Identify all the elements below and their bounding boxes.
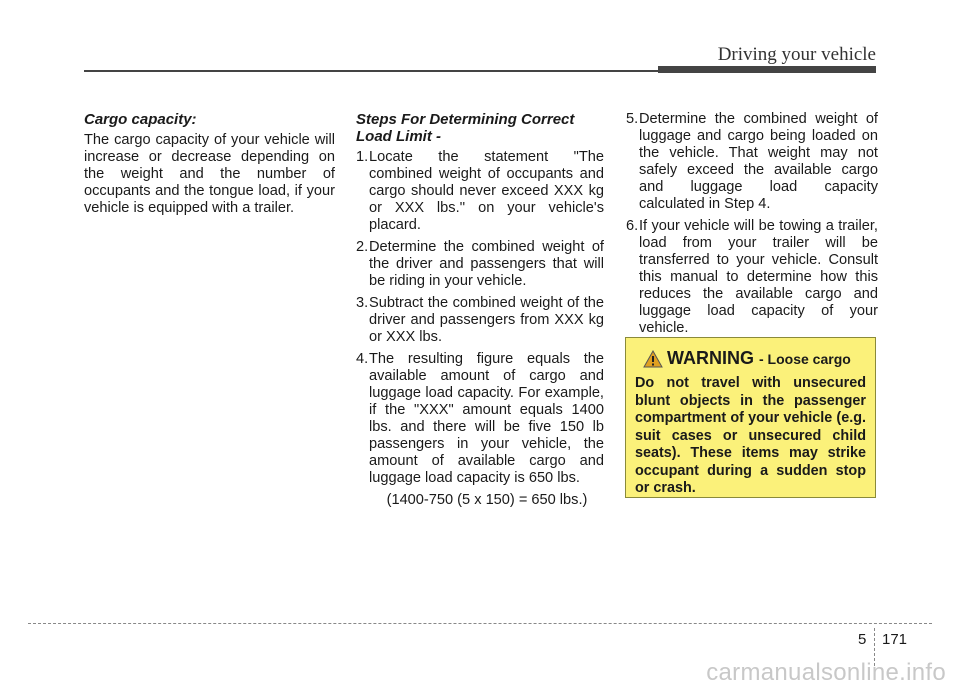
step-number: 5. — [626, 111, 639, 127]
warning-title: WARNING — [667, 348, 754, 368]
column-load-limit-steps — [356, 111, 604, 509]
example-formula: (1400-750 (5 x 150) = 650 lbs.) — [386, 492, 588, 508]
step-text: Locate the statement "The combined weight of occupants and cargo should never exceed XXX kg or XXX lbs.'' on your vehicle's placard. — [369, 149, 604, 233]
step-text: Subtract the combined weight of the driver and passengers from XXX kg or XXX lbs. — [369, 295, 604, 345]
warning-header — [635, 348, 866, 369]
cargo-capacity-heading: Cargo capacity: — [84, 111, 197, 128]
step-item — [626, 218, 878, 337]
steps-list — [626, 111, 878, 337]
warning-triangle-icon — [643, 350, 663, 368]
step-item — [356, 351, 604, 487]
step-item — [356, 295, 604, 346]
footer-divider — [28, 623, 932, 624]
step-number: 6. — [626, 218, 639, 234]
step-item — [626, 111, 878, 213]
step-text: Determine the combined weight of the driver and passengers that will be riding in your vehicle. — [369, 239, 604, 289]
section-number: 5 — [858, 631, 867, 648]
cargo-capacity-body: The cargo capacity of your vehicle will increase or decrease depending on the weight and the number of occupants and the tongue load, if your vehicle is equipped with a trailer. — [84, 132, 335, 216]
step-item — [356, 149, 604, 234]
warning-subtitle: - Loose cargo — [759, 350, 851, 367]
warning-body: Do not travel with unsecured blunt objects in the passenger compartment of your vehicle (e.g. suit cases or unsecured child seats). These items may strike occupant during a sudden stop or crash. — [635, 375, 866, 496]
column-cargo-capacity — [84, 111, 335, 217]
step-item — [356, 239, 604, 290]
section-title: Driving your vehicle — [717, 44, 876, 65]
step-text: The resulting figure equals the available amount of cargo and luggage load capacity. For example, if the "XXX" amount equals 1400 lbs. and there will be five 150 lb passengers in your vehicle, the amount of available cargo and luggage load capacity is 650 lbs. — [369, 351, 604, 486]
step-number: 2. — [356, 239, 369, 255]
step-text: Determine the combined weight of luggage and cargo being loaded on the vehicle. That weight may not safely exceed the available cargo and luggage load capacity calculated in Step 4. — [639, 111, 878, 212]
header-rule-thick — [658, 66, 876, 73]
header-rule-thin — [84, 70, 660, 72]
load-limit-heading: Steps For Determining Correct Load Limit - — [356, 111, 575, 145]
step-number: 4. — [356, 351, 369, 367]
column-load-limit-steps-cont — [626, 111, 878, 342]
warning-box — [625, 337, 876, 498]
step-number: 3. — [356, 295, 369, 311]
steps-list — [356, 149, 604, 487]
step-number: 1. — [356, 149, 369, 165]
watermark: carmanualsonline.info — [706, 659, 946, 686]
step-text: If your vehicle will be towing a trailer, load from your trailer will be transferred to your vehicle. Consult this manual to determine how this reduces the available cargo and luggage load capacity of your vehicle. — [639, 218, 878, 336]
page-number: 171 — [882, 631, 908, 648]
